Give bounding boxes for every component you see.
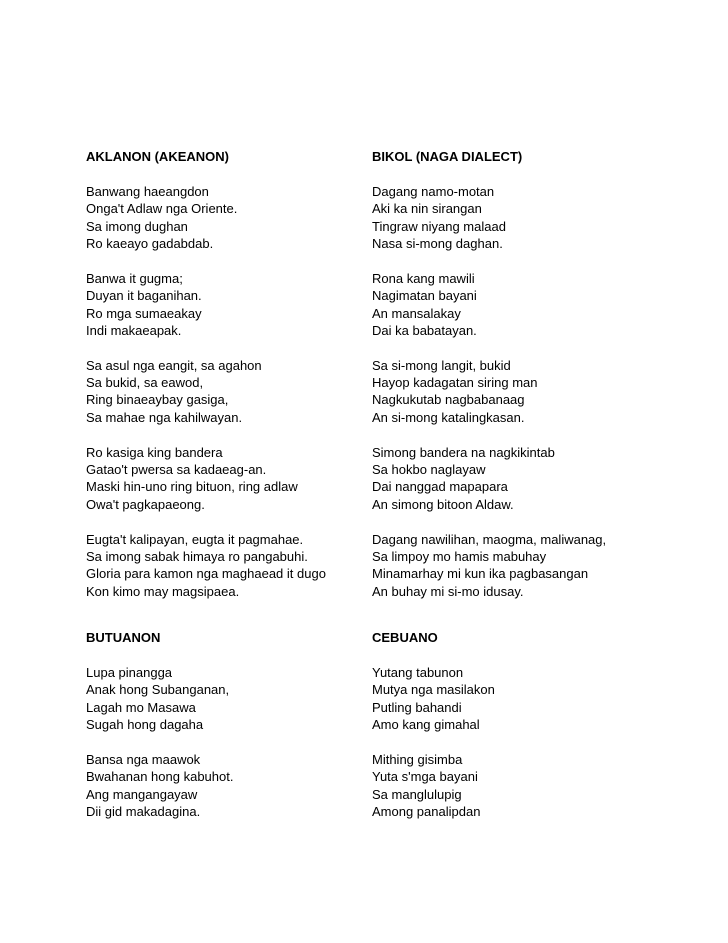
verse-line: Mutya nga masilakon xyxy=(372,682,495,698)
verse-line: Maski hin-uno ring bituon, ring adlaw xyxy=(86,479,298,495)
verse-line: Sa si-mong langit, bukid xyxy=(372,357,511,373)
verse-line: Lupa pinangga xyxy=(86,664,173,680)
verse-line: Nagkukutab nagbabanaag xyxy=(372,392,525,408)
verse-line: Aki ka nin sirangan xyxy=(372,201,482,217)
verse-line: Yutang tabunon xyxy=(372,664,464,680)
verse-line: An buhay mi si-mo idusay. xyxy=(372,583,524,599)
verse-line: Dai ka babatayan. xyxy=(372,322,477,338)
verse-line: Tingraw niyang malaad xyxy=(372,218,506,234)
section-heading: CEBUANO xyxy=(372,630,438,645)
stanza xyxy=(86,751,376,821)
verse-line: Kon kimo may magsipaea. xyxy=(86,583,240,599)
section-heading: BUTUANON xyxy=(86,630,161,645)
verse-line: Sa imong dughan xyxy=(86,218,188,234)
verse-line: Eugta't kalipayan, eugta it pagmahae. xyxy=(86,531,304,547)
verse-line: An simong bitoon Aldaw. xyxy=(372,496,514,512)
verse-line: Ro kaeayo gadabdab. xyxy=(86,235,214,251)
verse-line: Dii gid makadagina. xyxy=(86,803,201,819)
stanza xyxy=(372,531,662,601)
verse-line: Sa imong sabak himaya ro pangabuhi. xyxy=(86,548,308,564)
verse-line: Lagah mo Masawa xyxy=(86,699,196,715)
verse-line: Sa bukid, sa eawod, xyxy=(86,375,204,391)
stanza xyxy=(86,183,376,253)
verse-line: Gloria para kamon nga maghaead it dugo xyxy=(86,566,326,582)
section-bikol xyxy=(372,148,662,618)
stanza xyxy=(372,183,662,253)
verse-line: Ring binaeaybay gasiga, xyxy=(86,392,229,408)
stanza xyxy=(86,531,376,601)
verse-line: Yuta s'mga bayani xyxy=(372,769,478,785)
verse-line: Nagimatan bayani xyxy=(372,288,477,304)
section-cebuano xyxy=(372,629,662,838)
verse-line: Sugah hong dagaha xyxy=(86,716,204,732)
stanza xyxy=(372,270,662,340)
section-aklanon xyxy=(86,148,376,618)
verse-line: Nasa si-mong daghan. xyxy=(372,235,503,251)
verse-line: Sa limpoy mo hamis mabuhay xyxy=(372,548,547,564)
stanza xyxy=(372,664,662,734)
section-heading: AKLANON (AKEANON) xyxy=(86,149,229,164)
verse-line: Among panalipdan xyxy=(372,803,481,819)
verse-line: Mithing gisimba xyxy=(372,751,463,767)
stanza xyxy=(372,357,662,427)
stanza xyxy=(372,444,662,514)
verse-line: Bansa nga maawok xyxy=(86,751,201,767)
verse-line: Banwa it gugma; xyxy=(86,270,183,286)
verse-line: Sa mahae nga kahilwayan. xyxy=(86,409,243,425)
stanza xyxy=(86,664,376,734)
section-heading: BIKOL (NAGA DIALECT) xyxy=(372,149,523,164)
verse-line: Minamarhay mi kun ika pagbasangan xyxy=(372,566,589,582)
verse-line: Owa't pagkapaeong. xyxy=(86,496,205,512)
stanza xyxy=(86,444,376,514)
section-butuanon xyxy=(86,629,376,838)
verse-line: Dagang namo-motan xyxy=(372,183,495,199)
verse-line: Hayop kadagatan siring man xyxy=(372,375,538,391)
verse-line: Dai nanggad mapapara xyxy=(372,479,508,495)
verse-line: Onga't Adlaw nga Oriente. xyxy=(86,201,238,217)
stanza xyxy=(86,270,376,340)
verse-line: Rona kang mawili xyxy=(372,270,475,286)
verse-line: Putling bahandi xyxy=(372,699,462,715)
verse-line: Duyan it baganihan. xyxy=(86,288,202,304)
stanza xyxy=(86,357,376,427)
verse-line: Ang mangangayaw xyxy=(86,786,198,802)
verse-line: Indi makaeapak. xyxy=(86,322,182,338)
verse-line: An si-mong katalingkasan. xyxy=(372,409,525,425)
verse-line: Anak hong Subanganan, xyxy=(86,682,230,698)
verse-line: Sa asul nga eangit, sa agahon xyxy=(86,357,262,373)
stanza xyxy=(372,751,662,821)
verse-line: Sa hokbo naglayaw xyxy=(372,462,486,478)
verse-line: Ro kasiga king bandera xyxy=(86,444,223,460)
verse-line: Gatao't pwersa sa kadaeag-an. xyxy=(86,462,267,478)
verse-line: Bwahanan hong kabuhot. xyxy=(86,769,234,785)
verse-line: Amo kang gimahal xyxy=(372,716,480,732)
verse-line: Simong bandera na nagkikintab xyxy=(372,444,555,460)
verse-line: Dagang nawilihan, maogma, maliwanag, xyxy=(372,531,607,547)
verse-line: Banwang haeangdon xyxy=(86,183,209,199)
verse-line: Ro mga sumaeakay xyxy=(86,305,202,321)
verse-line: Sa manglulupig xyxy=(372,786,462,802)
verse-line: An mansalakay xyxy=(372,305,461,321)
